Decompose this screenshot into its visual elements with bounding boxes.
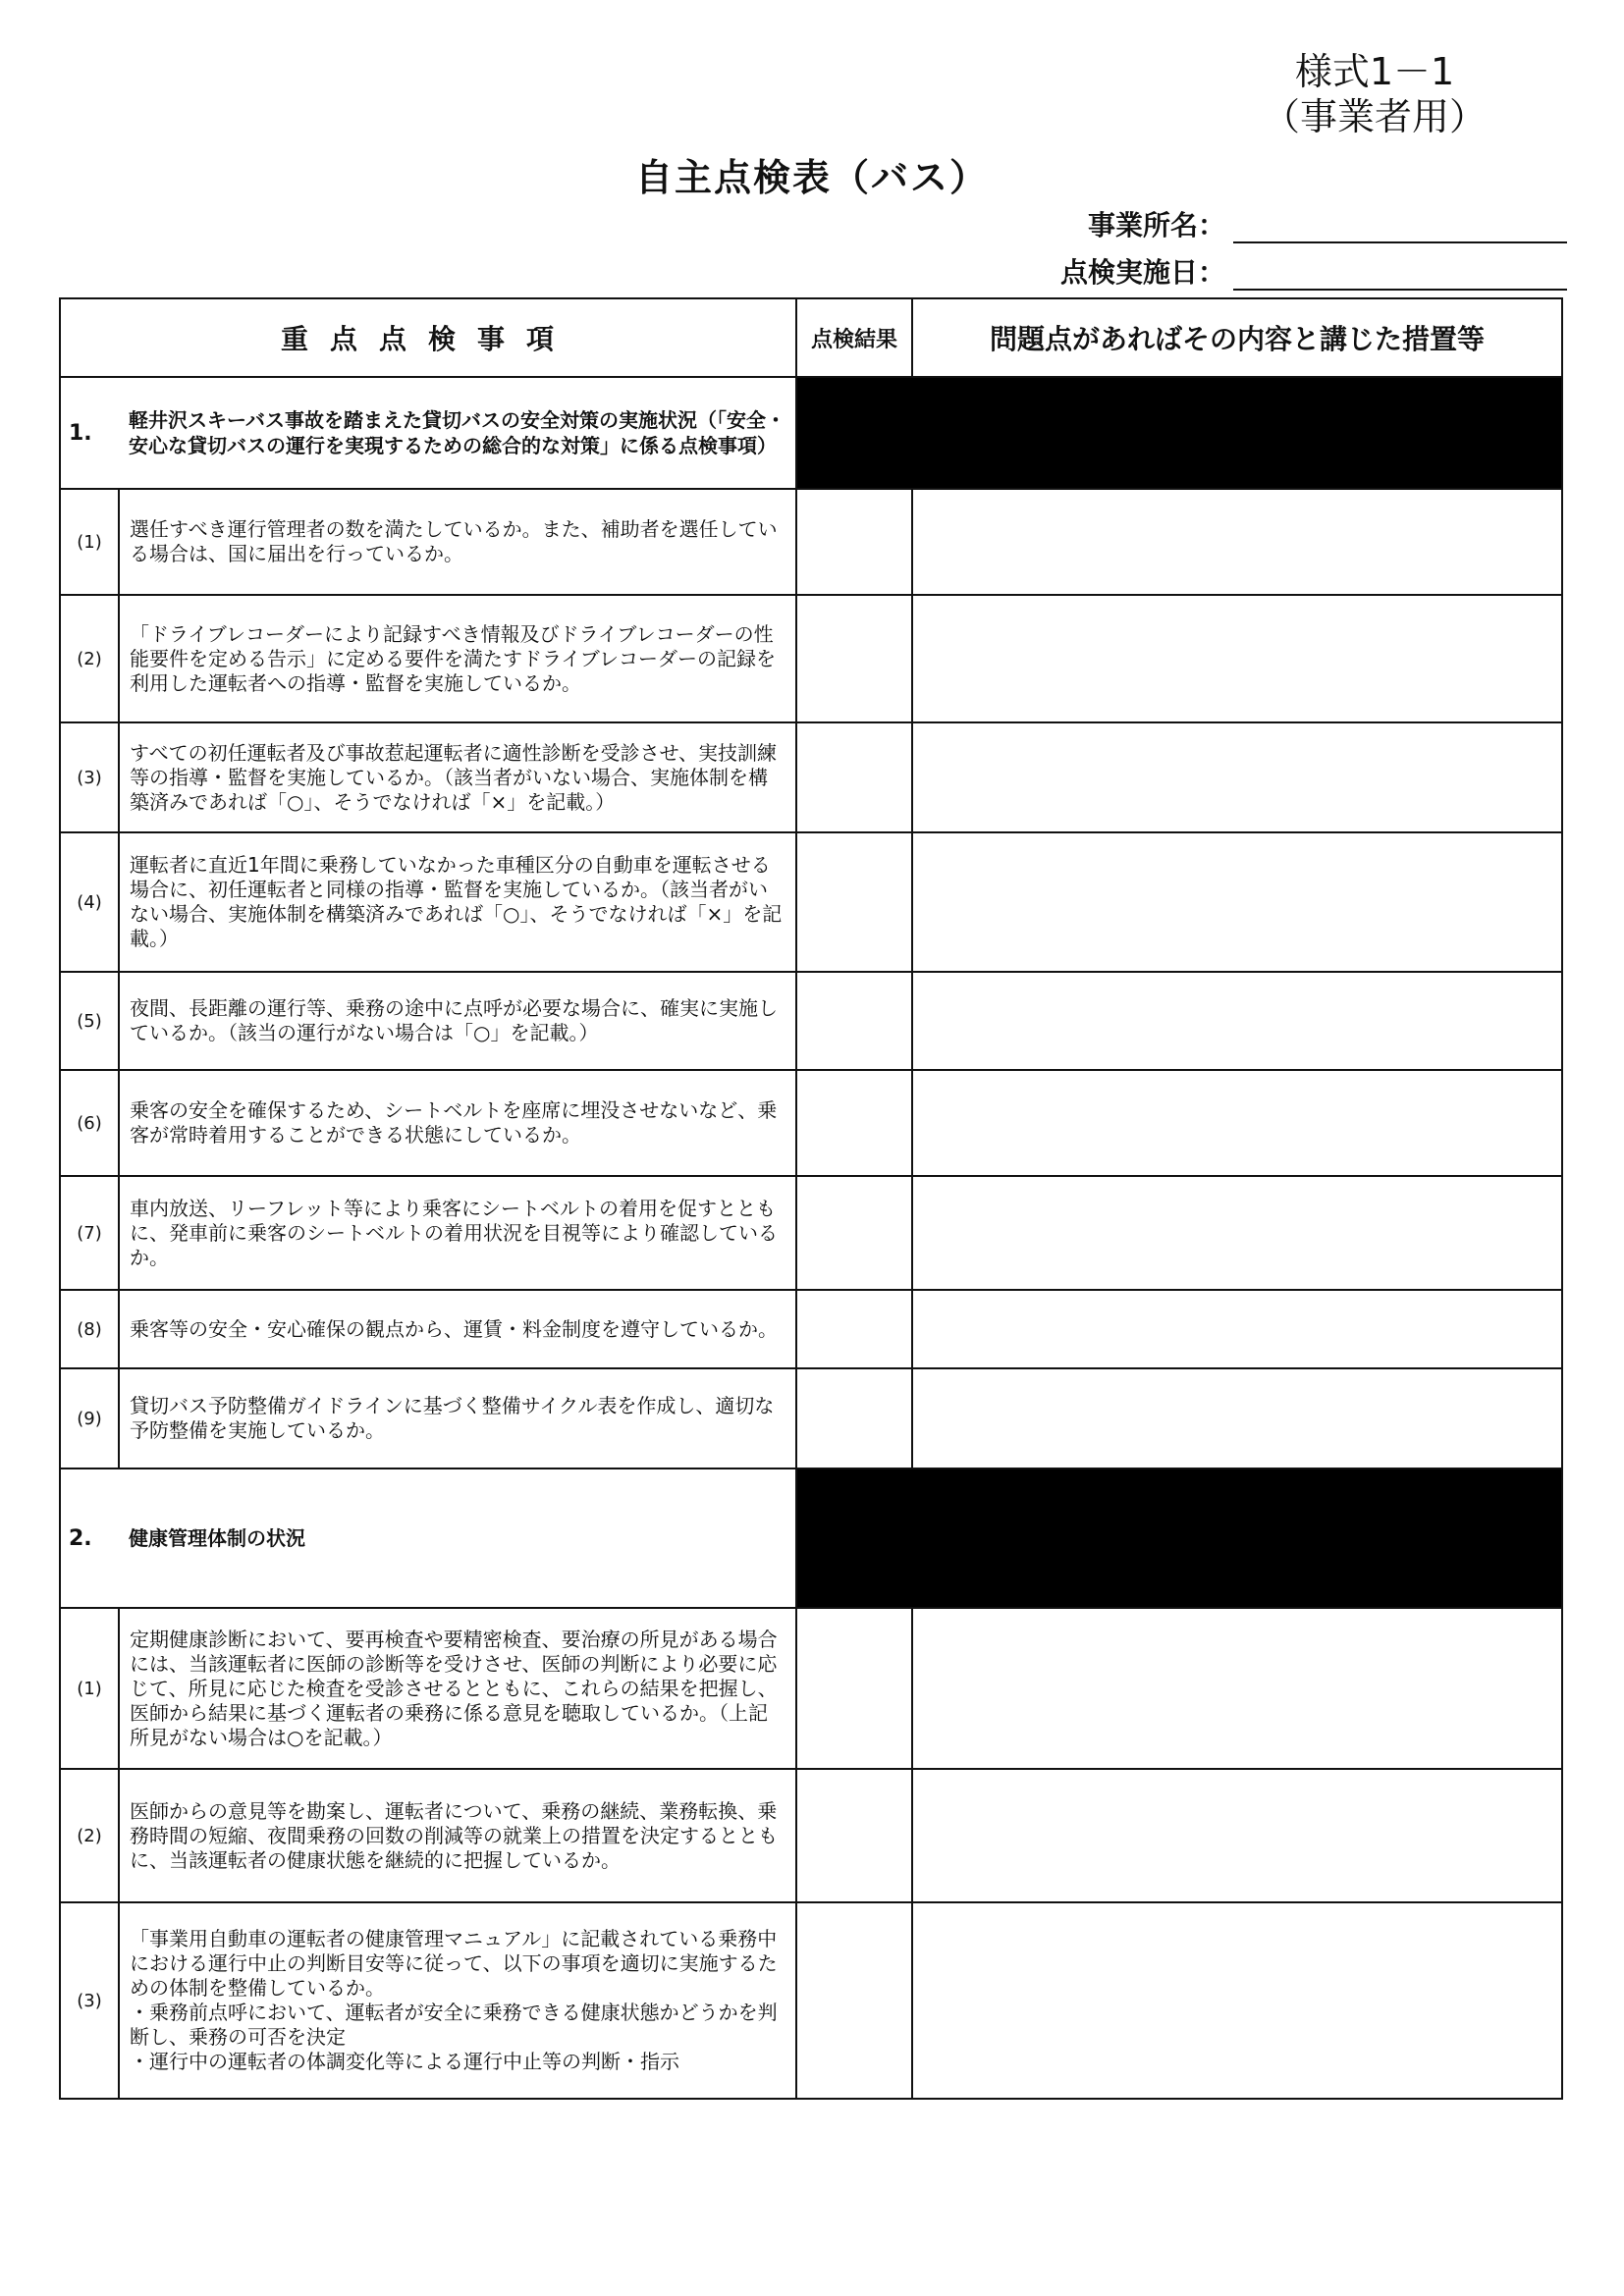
item-text: 乗客の安全を確保するため、シートベルトを座席に埋没させないなど、乗客が常時着用することができる状態にしているか。 (119, 1070, 796, 1176)
item-text: すべての初任運転者及び事故惹起運転者に適性診断を受診させ、実技訓練等の指導・監督を実施しているか。（該当者がいない場合、実施体制を構築済みであれば「○」、そうでなければ「×」を記載。） (119, 722, 796, 832)
section-row (60, 1468, 1562, 1608)
item-text: 車内放送、リーフレット等により乗客にシートベルトの着用を促すとともに、発車前に乗客のシートベルトの着用状況を目視等により確認しているか。 (119, 1176, 796, 1290)
inspection-date-row (1060, 251, 1567, 291)
notes-cell[interactable] (912, 489, 1562, 595)
item-number: (2) (60, 595, 119, 722)
item-text: 運転者に直近1年間に乗務していなかった車種区分の自動車を運転させる場合に、初任運転者と同様の指導・監督を実施しているか。（該当者がいない場合、実施体制を構築済みであれば「○」、そうでなければ「×」を記載。） (119, 832, 796, 972)
item-number: (7) (60, 1176, 119, 1290)
table-row (60, 722, 1562, 832)
item-number: (2) (60, 1769, 119, 1902)
notes-cell[interactable] (912, 1608, 1562, 1769)
notes-cell[interactable] (912, 1290, 1562, 1368)
item-text: 夜間、長距離の運行等、乗務の途中に点呼が必要な場合に、確実に実施しているか。（該当の運行がない場合は「○」を記載。） (119, 972, 796, 1070)
notes-cell[interactable] (912, 595, 1562, 722)
item-number: (3) (60, 1902, 119, 2099)
item-text: 貸切バス予防整備ガイドラインに基づく整備サイクル表を作成し、適切な予防整備を実施しているか。 (119, 1368, 796, 1468)
notes-cell[interactable] (912, 832, 1562, 972)
form-target: （事業者用） (1262, 95, 1487, 138)
result-cell[interactable] (796, 1368, 912, 1468)
notes-cell[interactable] (912, 1368, 1562, 1468)
item-text: 「ドライブレコーダーにより記録すべき情報及びドライブレコーダーの性能要件を定める告示」に定める要件を満たすドライブレコーダーの記録を利用した運転者への指導・監督を実施しているか。 (119, 595, 796, 722)
result-cell[interactable] (796, 1176, 912, 1290)
section-title: 軽井沢スキーバス事故を踏まえた貸切バスの安全対策の実施状況（「安全・安心な貸切バスの運行を実現するための総合的な対策」に係る点検事項） (119, 377, 796, 489)
notes-cell[interactable] (912, 972, 1562, 1070)
table-row (60, 1176, 1562, 1290)
result-cell[interactable] (796, 1290, 912, 1368)
inspection-date-label: 点検実施日： (1059, 256, 1225, 289)
result-cell[interactable] (796, 595, 912, 722)
checklist-table (59, 297, 1563, 2100)
table-row (60, 832, 1562, 972)
office-name-row (1088, 204, 1567, 243)
item-text: 乗客等の安全・安心確保の観点から、運賃・料金制度を遵守しているか。 (119, 1290, 796, 1368)
page-title: 自主点検表（バス） (634, 156, 989, 199)
table-row (60, 489, 1562, 595)
office-name-label: 事業所名： (1087, 209, 1225, 241)
result-cell[interactable] (796, 1608, 912, 1769)
result-cell[interactable] (796, 832, 912, 972)
item-text: 定期健康診断において、要再検査や要精密検査、要治療の所見がある場合には、当該運転者に医師の診断等を受けさせ、医師の判断により必要に応じて、所見に応じた検査を受診させるとともに、これらの結果を把握し、医師から結果に基づく運転者の乗務に係る意見を聴取しているか。（上記所見がない場合は○を記載。） (119, 1608, 796, 1769)
result-cell[interactable] (796, 489, 912, 595)
form-number-block (1263, 49, 1487, 139)
result-cell[interactable] (796, 1769, 912, 1902)
section-number: 2. (60, 1468, 119, 1608)
column-header-result: 点検結果 (796, 298, 912, 377)
result-cell[interactable] (796, 972, 912, 1070)
table-row (60, 1290, 1562, 1368)
item-number: (1) (60, 1608, 119, 1769)
item-text: 選任すべき運行管理者の数を満たしているか。また、補助者を選任している場合は、国に届出を行っているか。 (119, 489, 796, 595)
result-cell[interactable] (796, 1070, 912, 1176)
table-row (60, 972, 1562, 1070)
item-number: (5) (60, 972, 119, 1070)
item-number: (1) (60, 489, 119, 595)
item-number: (9) (60, 1368, 119, 1468)
section-number: 1. (60, 377, 119, 489)
item-number: (6) (60, 1070, 119, 1176)
inspection-date-field[interactable] (1233, 259, 1567, 291)
column-header-item: 重点点検事項 (60, 298, 796, 377)
table-row (60, 1368, 1562, 1468)
notes-cell[interactable] (912, 1769, 1562, 1902)
item-number: (8) (60, 1290, 119, 1368)
notes-cell[interactable] (912, 1902, 1562, 2099)
redacted-area (796, 1468, 1562, 1608)
item-number: (4) (60, 832, 119, 972)
office-name-field[interactable] (1233, 212, 1567, 243)
notes-cell[interactable] (912, 1070, 1562, 1176)
table-header-row (60, 298, 1562, 377)
column-header-notes: 問題点があればその内容と講じた措置等 (912, 298, 1562, 377)
item-number: (3) (60, 722, 119, 832)
item-text: 医師からの意見等を勘案し、運転者について、乗務の継続、業務転換、乗務時間の短縮、夜間乗務の回数の削減等の就業上の措置を決定するとともに、当該運転者の健康状態を継続的に把握しているか。 (119, 1769, 796, 1902)
notes-cell[interactable] (912, 722, 1562, 832)
section-row (60, 377, 1562, 489)
table-row (60, 1070, 1562, 1176)
result-cell[interactable] (796, 1902, 912, 2099)
table-row (60, 1902, 1562, 2099)
section-title: 健康管理体制の状況 (119, 1468, 796, 1608)
table-row (60, 1769, 1562, 1902)
table-row (60, 1608, 1562, 1769)
result-cell[interactable] (796, 722, 912, 832)
item-text: 「事業用自動車の運転者の健康管理マニュアル」に記載されている乗務中における運行中止の判断目安等に従って、以下の事項を適切に実施するための体制を整備しているか。 ・乗務前点呼において、運転者が安全に乗務できる健康状態かどうかを判断し、乗務の可否を決定 ・運行中の運転者の体調変化等による運行中止等の判断・指示 (119, 1902, 796, 2099)
redacted-area (796, 377, 1562, 489)
notes-cell[interactable] (912, 1176, 1562, 1290)
table-row (60, 595, 1562, 722)
form-number: 様式1－1 (1294, 50, 1455, 93)
